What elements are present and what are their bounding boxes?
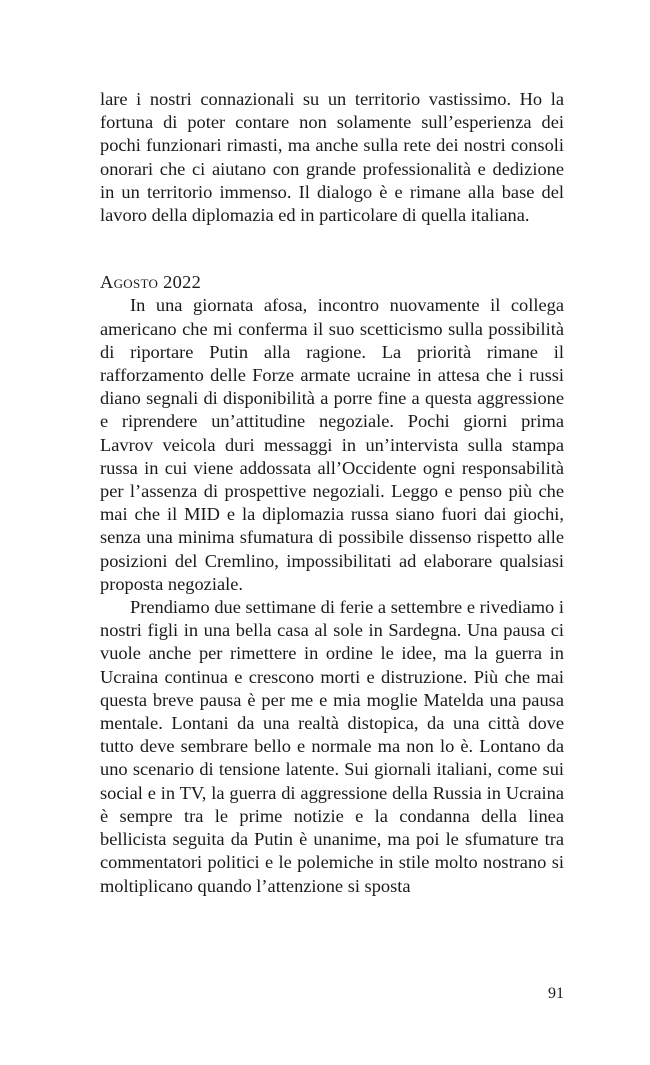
paragraph-american-colleague: In una giornata afosa, incontro nuovamente il collega americano che mi conferma il suo scetticismo sulla possibilità di riportare Putin alla ragione. La priorità rimane il rafforzamento delle Forze armate ucraine in attesa che i russi diano segnali di disponibilità a porre fine a questa aggressione e riprendere un’attitudine negoziale. Pochi giorni prima Lavrov veicola duri messaggi in un’intervista sulla stampa russa in cui viene addossata all’Occidente ogni responsabilità per l’assenza di prospettive negoziali. Leggo e penso più che mai che il MID e la diplomazia russa siano fuori dai giochi, senza una minima sfumatura di possibile dissenso rispetto alle posizioni del Cremlino, impossibilitati ad elaborare qualsiasi proposta negoziale. [100,295,564,594]
section-heading-date: Agosto 2022 [100,272,202,293]
paragraph-holidays-sardinia: Prendiamo due settimane di ferie a settembre e rivediamo i nostri figli in una bella casa al sole in Sardegna. Una pausa ci vuole anche per rimettere in ordine le idee, ma la guerra in Ucraina continua e crescono morti e distruzione. Più che mai questa breve pausa è per me e mia moglie Matelda una pausa mentale. Lontani da una realtà distopica, da una città dove tutto deve sembrare bello e normale ma non lo è. Lontano da uno scenario di tensione latente. Sui giornali italiani, come sui social e in TV, la guerra di aggressione della Russia in Ucraina è sempre tra le prime notizie e la condanna della linea bellicista seguita da Putin è unanime, ma poi le sfumature tra commentatori politici e le polemiche in stile molto nostrano si moltiplicano quando l’attenzione si sposta [100,597,564,896]
paragraph-continuation: lare i nostri connazionali su un territorio vastissimo. Ho la fortuna di poter contare non solamente sull’esperienza dei pochi funzionari rimasti, ma anche sulla rete dei nostri consoli onorari che ci aiutano con grande professionalità e dedizione in un territorio immenso. Il dialogo è e rimane alla base del lavoro della diplomazia ed in particolare di quella italiana. [100,89,564,226]
book-page-body [100,88,564,898]
page-number: 91 [548,985,564,1002]
